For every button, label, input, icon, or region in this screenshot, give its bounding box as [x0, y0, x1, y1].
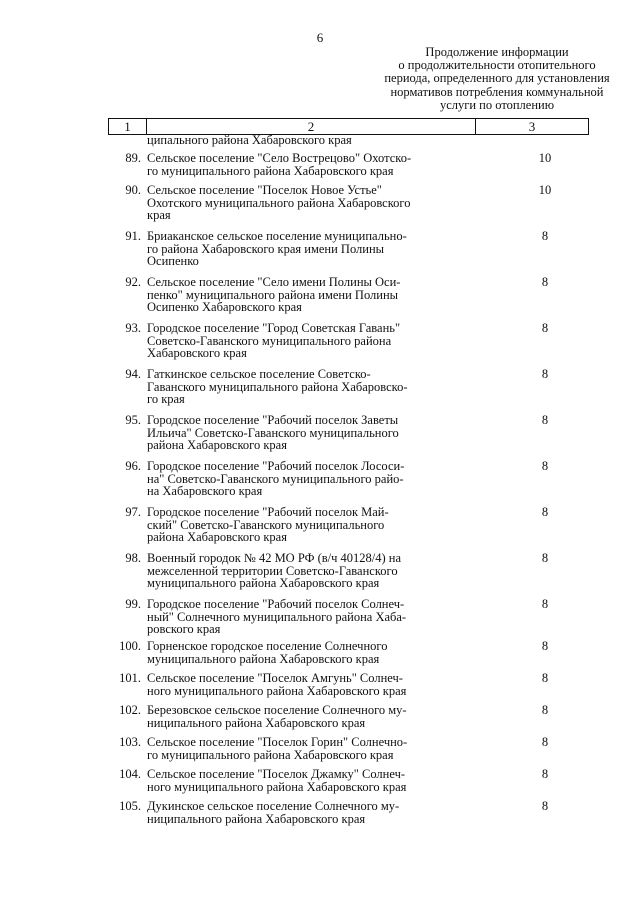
- row-heating-months: 8: [541, 799, 549, 813]
- row-heating-months: 8: [541, 321, 549, 335]
- row-text-line: Охотского муниципального района Хабаровского: [147, 195, 411, 210]
- row-heating-months: 10: [538, 151, 552, 165]
- row-settlement-name: [147, 704, 477, 729]
- row-number: 105.: [119, 799, 141, 813]
- row-settlement-name: [147, 736, 477, 761]
- row-text-line: на" Советско-Гаванского муниципального райо-: [147, 471, 404, 486]
- continuation-line: ципального района Хабаровского края: [147, 133, 352, 147]
- row-text-line: района Хабаровского края: [147, 438, 287, 453]
- row-heating-months: 8: [541, 597, 549, 611]
- row-text-line: муниципального района Хабаровского края: [147, 576, 380, 591]
- row-number: 91.: [125, 229, 141, 243]
- row-heating-months: 8: [541, 367, 549, 381]
- row-heating-months: 8: [541, 505, 549, 519]
- row-text-line: Городское поселение "Рабочий поселок Заветы: [147, 413, 399, 427]
- page-number: 6: [316, 30, 324, 45]
- row-text-line: ного муниципального района Хабаровского края: [147, 779, 407, 794]
- row-text-line: ский" Советско-Гаванского муниципального: [147, 517, 385, 532]
- row-text-line: Военный городок № 42 МО РФ (в/ч 40128/4) на: [147, 551, 402, 565]
- row-text-line: Городское поселение "Рабочий поселок Лососи-: [147, 459, 405, 473]
- row-number: 104.: [119, 767, 141, 781]
- row-text-line: ного муниципального района Хабаровского края: [147, 683, 407, 698]
- row-number: 97.: [125, 505, 141, 519]
- row-settlement-name: [147, 276, 477, 314]
- row-number: 94.: [125, 367, 141, 381]
- row-heating-months: 8: [541, 551, 549, 565]
- row-heating-months: 8: [541, 413, 549, 427]
- row-text-line: Сельское поселение "Поселок Новое Устье": [147, 183, 382, 197]
- row-number: 101.: [119, 671, 141, 685]
- row-settlement-name: [147, 800, 477, 825]
- column-header-3: 3: [528, 119, 536, 134]
- row-text-line: межселенной территории Советско-Гаванского: [147, 563, 398, 578]
- row-settlement-name: [147, 506, 477, 544]
- row-text-line: Сельское поселение "Поселок Амгунь" Солнеч-: [147, 671, 403, 685]
- row-text-line: Дукинское сельское поселение Солнечного му-: [147, 799, 400, 813]
- row-settlement-name: [147, 460, 477, 498]
- header-note: [362, 46, 632, 112]
- row-heating-months: 8: [541, 767, 549, 781]
- row-text-line: Городское поселение "Рабочий поселок Май-: [147, 505, 389, 519]
- row-text-line: Горненское городское поселение Солнечного: [147, 639, 388, 653]
- row-settlement-name: [147, 598, 477, 636]
- row-text-line: ниципального района Хабаровского края: [147, 715, 366, 730]
- row-text-line: ный" Солнечного муниципального района Хаба-: [147, 609, 407, 624]
- row-heating-months: 8: [541, 229, 549, 243]
- row-text-line: го района Хабаровского края имени Полины: [147, 241, 385, 256]
- row-text-line: Сельское поселение "Село Вострецово" Охотско-: [147, 151, 412, 165]
- row-settlement-name: [147, 768, 477, 793]
- row-text-line: Сельское поселение "Село имени Полины Оси-: [147, 275, 401, 289]
- header-note-line: Продолжение информации: [425, 45, 569, 59]
- row-settlement-name: [147, 368, 477, 406]
- row-text-line: пенко" муниципального района имени Полины: [147, 287, 399, 302]
- row-settlement-name: [147, 322, 477, 360]
- row-heating-months: 8: [541, 671, 549, 685]
- row-settlement-name: [147, 152, 477, 177]
- row-text-line: Городское поселение "Город Советская Гавань": [147, 321, 401, 335]
- row-text-line: Сельское поселение "Поселок Джамку" Солнеч-: [147, 767, 406, 781]
- row-settlement-name: [147, 552, 477, 590]
- row-text-line: го края: [147, 392, 185, 407]
- row-heating-months: 8: [541, 703, 549, 717]
- row-text-line: ровского края: [147, 622, 221, 637]
- row-number: 89.: [125, 151, 141, 165]
- row-heating-months: 8: [541, 735, 549, 749]
- row-heating-months: 10: [538, 183, 552, 197]
- row-text-line: на Хабаровского края: [147, 484, 263, 499]
- header-note-line: о продолжительности отопительного: [398, 58, 596, 73]
- header-note-line: услуги по отоплению: [439, 97, 555, 112]
- row-number: 98.: [125, 551, 141, 565]
- row-text-line: Хабаровского края: [147, 346, 247, 361]
- row-text-line: Гаванского муниципального района Хабаровско-: [147, 379, 408, 394]
- row-text-line: Березовское сельское поселение Солнечного му-: [147, 703, 407, 717]
- row-text-line: ниципального района Хабаровского края: [147, 811, 366, 826]
- row-text-line: Советско-Гаванского муниципального района: [147, 333, 392, 348]
- row-text-line: Осипенко Хабаровского края: [147, 300, 302, 315]
- row-text-line: го муниципального района Хабаровского края: [147, 163, 394, 178]
- row-number: 95.: [125, 413, 141, 427]
- row-settlement-name: [147, 672, 477, 697]
- row-text-line: края: [147, 208, 171, 223]
- row-heating-months: 8: [541, 275, 549, 289]
- row-number: 92.: [125, 275, 141, 289]
- row-text-line: Ильича" Советско-Гаванского муниципального: [147, 425, 399, 440]
- row-number: 103.: [119, 735, 141, 749]
- row-text-line: Гаткинское сельское поселение Советско-: [147, 367, 371, 381]
- row-text-line: муниципального района Хабаровского края: [147, 651, 380, 666]
- row-text-line: Сельское поселение "Поселок Горин" Солнечно-: [147, 735, 408, 749]
- header-note-line: нормативов потребления коммунальной: [390, 84, 604, 99]
- column-header-1: 1: [109, 119, 147, 134]
- row-text-line: района Хабаровского края: [147, 530, 287, 545]
- row-heating-months: 8: [541, 459, 549, 473]
- column-header-2: 2: [147, 119, 476, 134]
- row-text-line: го муниципального района Хабаровского края: [147, 747, 394, 762]
- row-text-line: Городское поселение "Рабочий поселок Солнеч-: [147, 597, 405, 611]
- row-number: 100.: [119, 639, 141, 653]
- row-settlement-name: [147, 640, 477, 665]
- row-heating-months: 8: [541, 639, 549, 653]
- row-number: 90.: [125, 183, 141, 197]
- row-number: 93.: [125, 321, 141, 335]
- row-text-line: Бриаканское сельское поселение муниципально-: [147, 229, 407, 243]
- row-text-line: Осипенко: [147, 254, 199, 269]
- row-settlement-name: [147, 414, 477, 452]
- row-settlement-name: [147, 230, 477, 268]
- row-number: 102.: [119, 703, 141, 717]
- header-note-line: периода, определенного для установления: [384, 71, 610, 86]
- row-number: 96.: [125, 459, 141, 473]
- row-number: 99.: [125, 597, 141, 611]
- row-settlement-name: [147, 184, 477, 222]
